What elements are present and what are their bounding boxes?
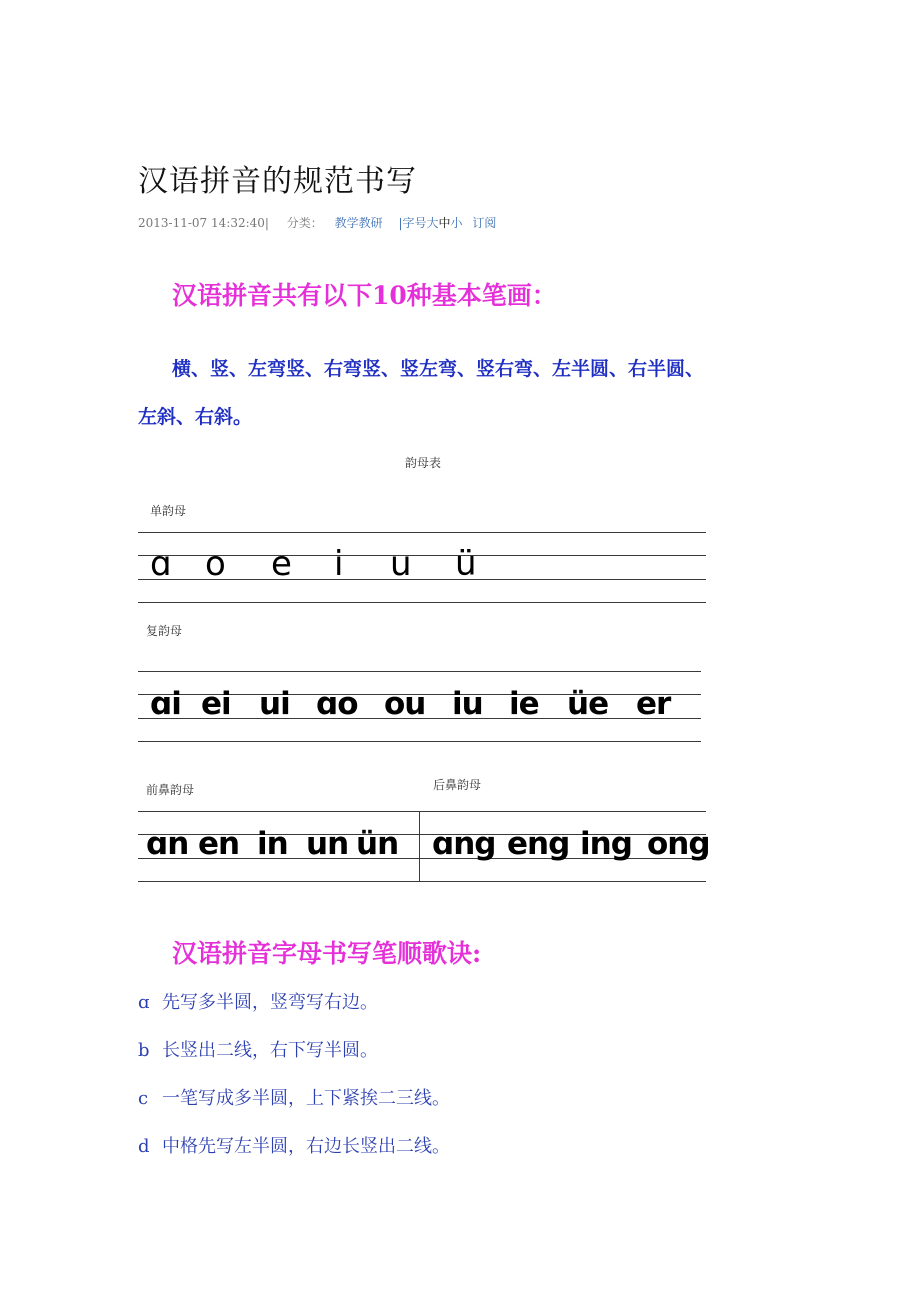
mnemonic-item bbox=[138, 1132, 450, 1158]
page-title: 汉语拼音的规范书写 bbox=[138, 164, 417, 199]
final-ong: ong bbox=[647, 826, 710, 862]
final-in: in bbox=[257, 826, 288, 862]
final-ie: ie bbox=[509, 686, 539, 722]
category-label: 分类： bbox=[286, 216, 323, 230]
mnemonic-letter: c bbox=[138, 1088, 149, 1109]
mnemonic-text: 先写多半圆，竖弯写右边。 bbox=[162, 992, 378, 1013]
divider-line bbox=[419, 811, 420, 881]
mnemonic-letter: b bbox=[138, 1040, 150, 1061]
final-un: un bbox=[306, 826, 349, 862]
final-ui: ui bbox=[259, 686, 290, 722]
final-iu: iu bbox=[452, 686, 483, 722]
guide-line bbox=[138, 811, 706, 812]
final-vn: ün bbox=[356, 826, 399, 862]
mnemonic-letter: d bbox=[138, 1136, 150, 1157]
guide-line bbox=[138, 881, 706, 882]
post-date: 2013-11-07 14:32:40| bbox=[138, 216, 269, 230]
guide-line bbox=[138, 532, 706, 533]
final-ao: ɑo bbox=[316, 686, 358, 722]
final-ai: ɑi bbox=[150, 686, 181, 722]
final-e: e bbox=[271, 544, 292, 584]
font-size-label: |字号 bbox=[398, 216, 427, 230]
mnemonic-item bbox=[138, 988, 378, 1014]
mnemonic-item bbox=[138, 1036, 378, 1062]
final-v: ü bbox=[455, 544, 477, 584]
font-size-medium-link[interactable]: 中 bbox=[438, 216, 451, 230]
strokes-line-1: 横、竖、左弯竖、右弯竖、竖左弯、竖右弯、左半圆、右半圆、 bbox=[172, 358, 705, 380]
final-i: i bbox=[334, 544, 344, 584]
final-an: ɑn bbox=[146, 826, 189, 862]
chart-caption: 韵母表 bbox=[405, 456, 442, 470]
final-o: o bbox=[205, 544, 226, 584]
mnemonic-text: 中格先写左半圆，右边长竖出二线。 bbox=[162, 1136, 450, 1157]
category-link[interactable]: 教学教研 bbox=[334, 216, 383, 230]
final-er: er bbox=[636, 686, 671, 722]
mnemonic-heading: 汉语拼音字母书写笔顺歌诀: bbox=[172, 939, 482, 968]
final-en: en bbox=[198, 826, 240, 862]
final-ang: ɑng bbox=[432, 826, 496, 862]
final-ou: ou bbox=[384, 686, 426, 722]
final-ing: ing bbox=[580, 826, 632, 862]
strokes-heading: 汉语拼音共有以下10种基本笔画： bbox=[172, 281, 557, 310]
post-meta bbox=[138, 214, 496, 231]
subscribe-link[interactable]: 订阅 bbox=[472, 216, 497, 230]
font-size-large-link[interactable]: 大 bbox=[426, 216, 439, 230]
font-size-small-link[interactable]: 小 bbox=[450, 216, 463, 230]
simple-finals-label: 单韵母 bbox=[150, 504, 187, 518]
guide-line bbox=[138, 602, 706, 603]
final-ei: ei bbox=[201, 686, 231, 722]
strokes-line-2: 左斜、右斜。 bbox=[138, 406, 253, 428]
guide-line bbox=[138, 671, 701, 672]
final-ve: üe bbox=[567, 686, 609, 722]
mnemonic-text: 长竖出二线，右下写半圆。 bbox=[162, 1040, 378, 1061]
mnemonic-text: 一笔写成多半圆，上下紧挨二三线。 bbox=[162, 1088, 450, 1109]
back-nasal-label: 后鼻韵母 bbox=[433, 778, 482, 792]
compound-finals-label: 复韵母 bbox=[146, 624, 183, 638]
final-a: ɑ bbox=[150, 544, 172, 584]
final-eng: eng bbox=[507, 826, 570, 862]
final-u: u bbox=[390, 544, 412, 584]
guide-line bbox=[138, 741, 701, 742]
mnemonic-letter: ɑ bbox=[138, 992, 150, 1013]
mnemonic-item bbox=[138, 1084, 450, 1110]
front-nasal-label: 前鼻韵母 bbox=[146, 783, 195, 797]
